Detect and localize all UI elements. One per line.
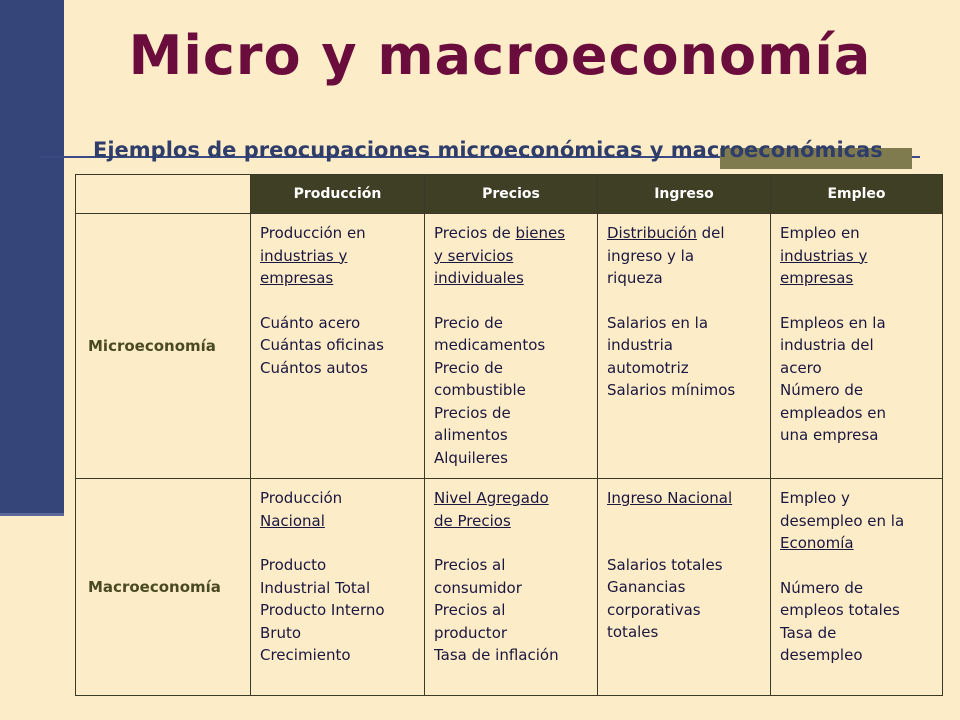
table-row-macroeconomia [76,479,943,696]
cell-line: medicamentos [434,336,546,354]
cell-line: Cuántas oficinas [260,336,384,354]
cell-line: Bruto [260,623,302,642]
cell-line: empleados en [780,403,886,422]
table-row-microeconomia [76,214,943,479]
cell-macro-produccion [251,479,425,696]
line-gap [780,290,933,312]
cell-line: individuales [434,269,524,287]
cell-line: Ingreso Nacional [607,489,733,507]
cell-line: Tasa de inflación [434,646,559,664]
cell-line: empleos totales [780,601,900,619]
slide-subtitle: Ejemplos de preocupaciones microeconómicas y macroeconómicas [93,138,883,162]
cell-line: Precios al [434,601,506,619]
cell-line: corporativas [607,600,701,619]
cell-line: industrias y [260,246,348,265]
header-precios: Precios [425,175,598,214]
cell-line: desempleo [780,646,863,664]
cell-line: desempleo en la [780,511,905,530]
row-label-macroeconomia: Macroeconomía [76,479,251,696]
cell-line: Producto Interno [260,601,385,619]
underlined-text: bienes [515,224,566,242]
cell-line: industria [607,336,673,354]
cell-line: Precios al [434,556,506,574]
cell-line: Precio de [434,313,503,332]
cell-micro-empleo [771,214,943,479]
cell-line: Producción [260,489,343,507]
line-gap [260,532,415,554]
cell-line: Crecimiento [260,646,351,664]
corner-cell [76,175,251,214]
cell-line: Salarios totales [607,555,723,574]
cell-line: riqueza [607,269,663,287]
cell-line: Producto [260,556,327,574]
cell-line: industria del [780,336,874,354]
line-gap [607,510,761,532]
cell-line: empresas [780,269,854,287]
cell-text: Precios de [434,224,516,242]
cell-line: empresas [260,269,334,287]
cell-line: Tasa de [780,623,837,642]
cell-line: Cuántos autos [260,358,368,377]
cell-line: una empresa [780,426,879,444]
line-gap [780,555,933,577]
cell-line [607,222,761,245]
cell-line: Empleo y [780,489,850,507]
header-ingreso: Ingreso [598,175,771,214]
cell-micro-ingreso [598,214,771,479]
cell-line: de Precios [434,511,511,530]
cell-line: acero [780,358,822,377]
cell-line: Número de [780,578,864,597]
cell-line: automotriz [607,358,689,377]
cell-line: combustible [434,381,526,399]
cell-line: Salarios en la [607,313,709,332]
underlined-text: Distribución [607,224,697,242]
cell-line: Economía [780,534,854,552]
slide-title: Micro y macroeconomía [128,24,872,87]
cell-text: del [696,224,725,242]
cell-line: productor [434,623,508,642]
cell-line: Industrial Total [260,578,371,597]
line-gap [607,532,761,554]
cell-line: Nacional [260,511,325,530]
cell-line: Alquileres [434,448,508,467]
cell-line: Precio de [434,358,503,377]
cell-line: alimentos [434,426,508,444]
cell-line: Producción en [260,224,366,242]
cell-line: Precios de [434,403,511,422]
header-produccion: Producción [251,175,425,214]
cell-line: Empleos en la [780,313,886,332]
cell-line: Ganancias [607,578,686,596]
row-label-microeconomia: Microeconomía [76,214,251,479]
cell-macro-ingreso [598,479,771,696]
header-empleo: Empleo [771,175,943,214]
cell-line: industrias y [780,246,868,265]
cell-line: Salarios mínimos [607,381,736,399]
cell-micro-produccion [251,214,425,479]
cell-macro-empleo [771,479,943,696]
cell-line: Cuánto acero [260,313,361,332]
line-gap [607,290,761,312]
cell-line: ingreso y la [607,246,695,265]
cell-macro-precios [425,479,598,696]
cell-line: Número de [780,381,864,399]
line-gap [434,532,588,554]
cell-line: Empleo en [780,224,860,242]
header-row [76,175,943,214]
cell-micro-precios [425,214,598,479]
cell-line: Nivel Agregado [434,489,549,507]
cell-line: y servicios [434,246,514,265]
cell-line: consumidor [434,578,522,597]
line-gap [434,290,588,312]
line-gap [260,290,415,312]
cell-line: totales [607,623,659,641]
cell-line [434,222,588,245]
comparison-table [75,174,943,696]
